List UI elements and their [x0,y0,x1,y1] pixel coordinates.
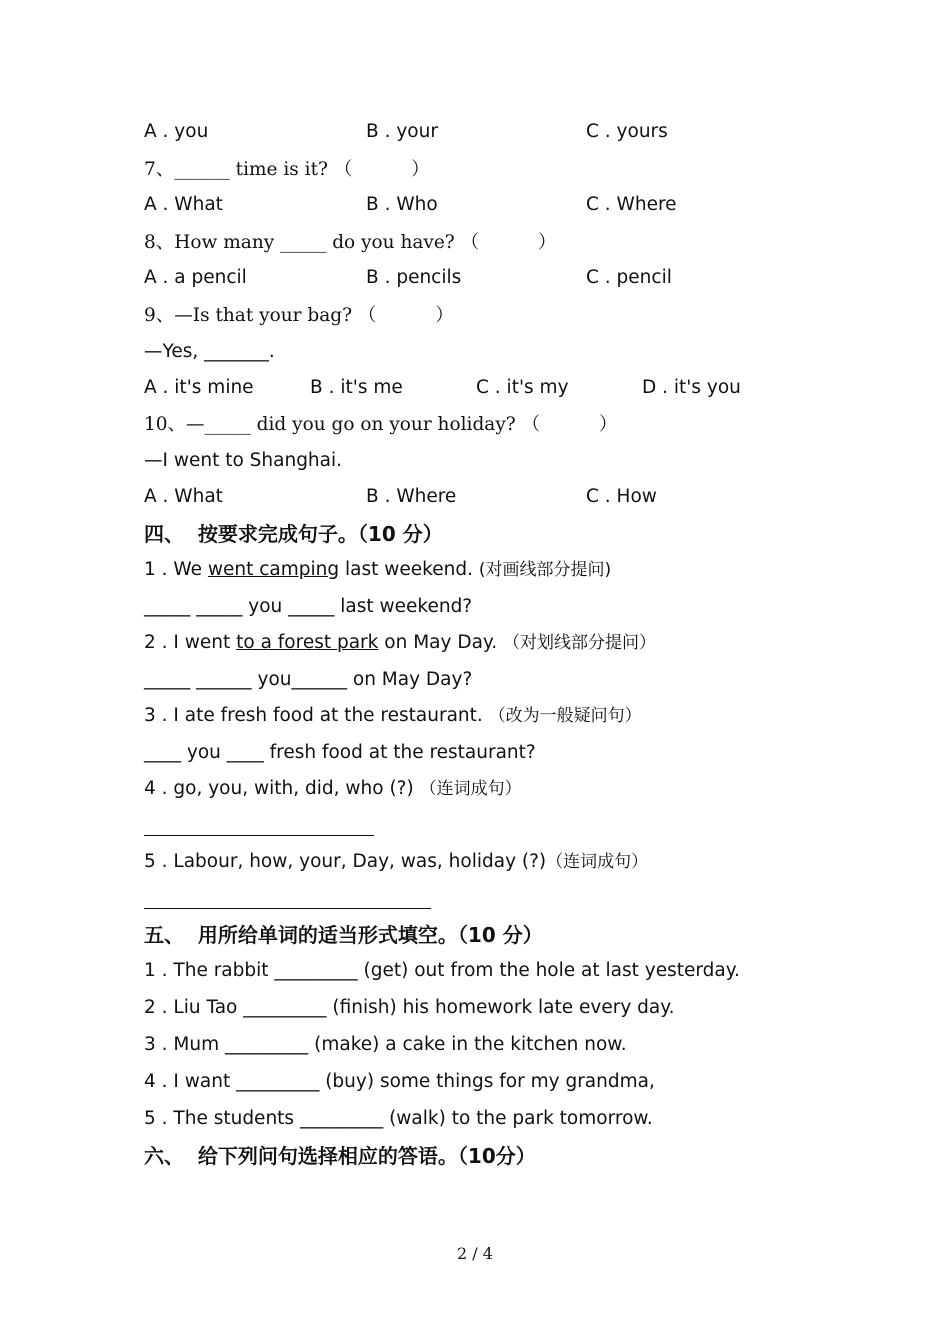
q7-option-b: B . Who [366,194,438,215]
q9-option-a: A . it's mine [144,377,254,398]
s5-item-4: 4 . I want _________ (buy) some things for my grandma, [144,1071,655,1092]
s4-answer-3: ____ you ____ fresh food at the restaurant? [144,742,536,763]
q10-option-b: B . Where [366,486,457,507]
s5-item-1: 1 . The rabbit _________ (get) out from the hole at last yesterday. [144,960,740,981]
q7-option-a: A . What [144,194,223,215]
q6-option-c: C . yours [586,121,668,142]
page-number: 2 / 4 [457,1244,493,1263]
section5-heading: 五、 用所给单词的适当形式填空。（10 分） [144,923,543,947]
s4-item-1: 1 . We went camping last weekend. (对画线部分提问) [144,559,612,580]
q7-option-c: C . Where [586,194,677,215]
q10-option-c: C . How [586,486,657,507]
q10-stem: 10、—_____ did you go on your holiday? （ ） [144,414,618,435]
section4-heading: 四、 按要求完成句子。（10 分） [144,522,443,546]
q10-reply: —I went to Shanghai. [144,450,343,471]
q10-option-a: A . What [144,486,223,507]
s4-answer-1: _____ _____ you _____ last weekend? [144,596,473,617]
q8-option-c: C . pencil [586,267,672,288]
s4-item-4: 4 . go, you, with, did, who (?) （连词成句） [144,778,522,799]
section6-heading: 六、 给下列问句选择相应的答语。（10分） [144,1144,536,1168]
q9-stem: 9、—Is that your bag? （ ） [144,305,454,326]
q8-stem: 8、How many _____ do you have? （ ） [144,232,557,253]
q9-reply: —Yes, _______. [144,341,275,362]
q7-stem: 7、______ time is it? （ ） [144,159,430,180]
s4-item-3: 3 . I ate fresh food at the restaurant. （改为一般疑问句） [144,705,642,726]
s5-item-5: 5 . The students _________ (walk) to the park tomorrow. [144,1108,653,1129]
q9-option-b: B . it's me [310,377,403,398]
s4-answer-2: _____ ______ you______ on May Day? [144,669,473,690]
q9-option-d: D . it's you [642,377,741,398]
answer-line-4 [144,835,374,836]
underlined-phrase: to a forest park [236,632,379,653]
underlined-phrase: went camping [207,559,340,580]
q6-option-a: A . you [144,121,209,142]
q6-option-b: B . your [366,121,438,142]
s5-item-3: 3 . Mum _________ (make) a cake in the kitchen now. [144,1034,627,1055]
q8-option-a: A . a pencil [144,267,247,288]
s4-item-5: 5 . Labour, how, your, Day, was, holiday (?)（连词成句） [144,851,649,872]
q9-option-c: C . it's my [476,377,569,398]
s5-item-2: 2 . Liu Tao _________ (finish) his homework late every day. [144,997,675,1018]
s4-item-2: 2 . I went to a forest park on May Day. （对划线部分提问） [144,632,656,653]
q8-option-b: B . pencils [366,267,462,288]
answer-line-5 [144,908,431,909]
